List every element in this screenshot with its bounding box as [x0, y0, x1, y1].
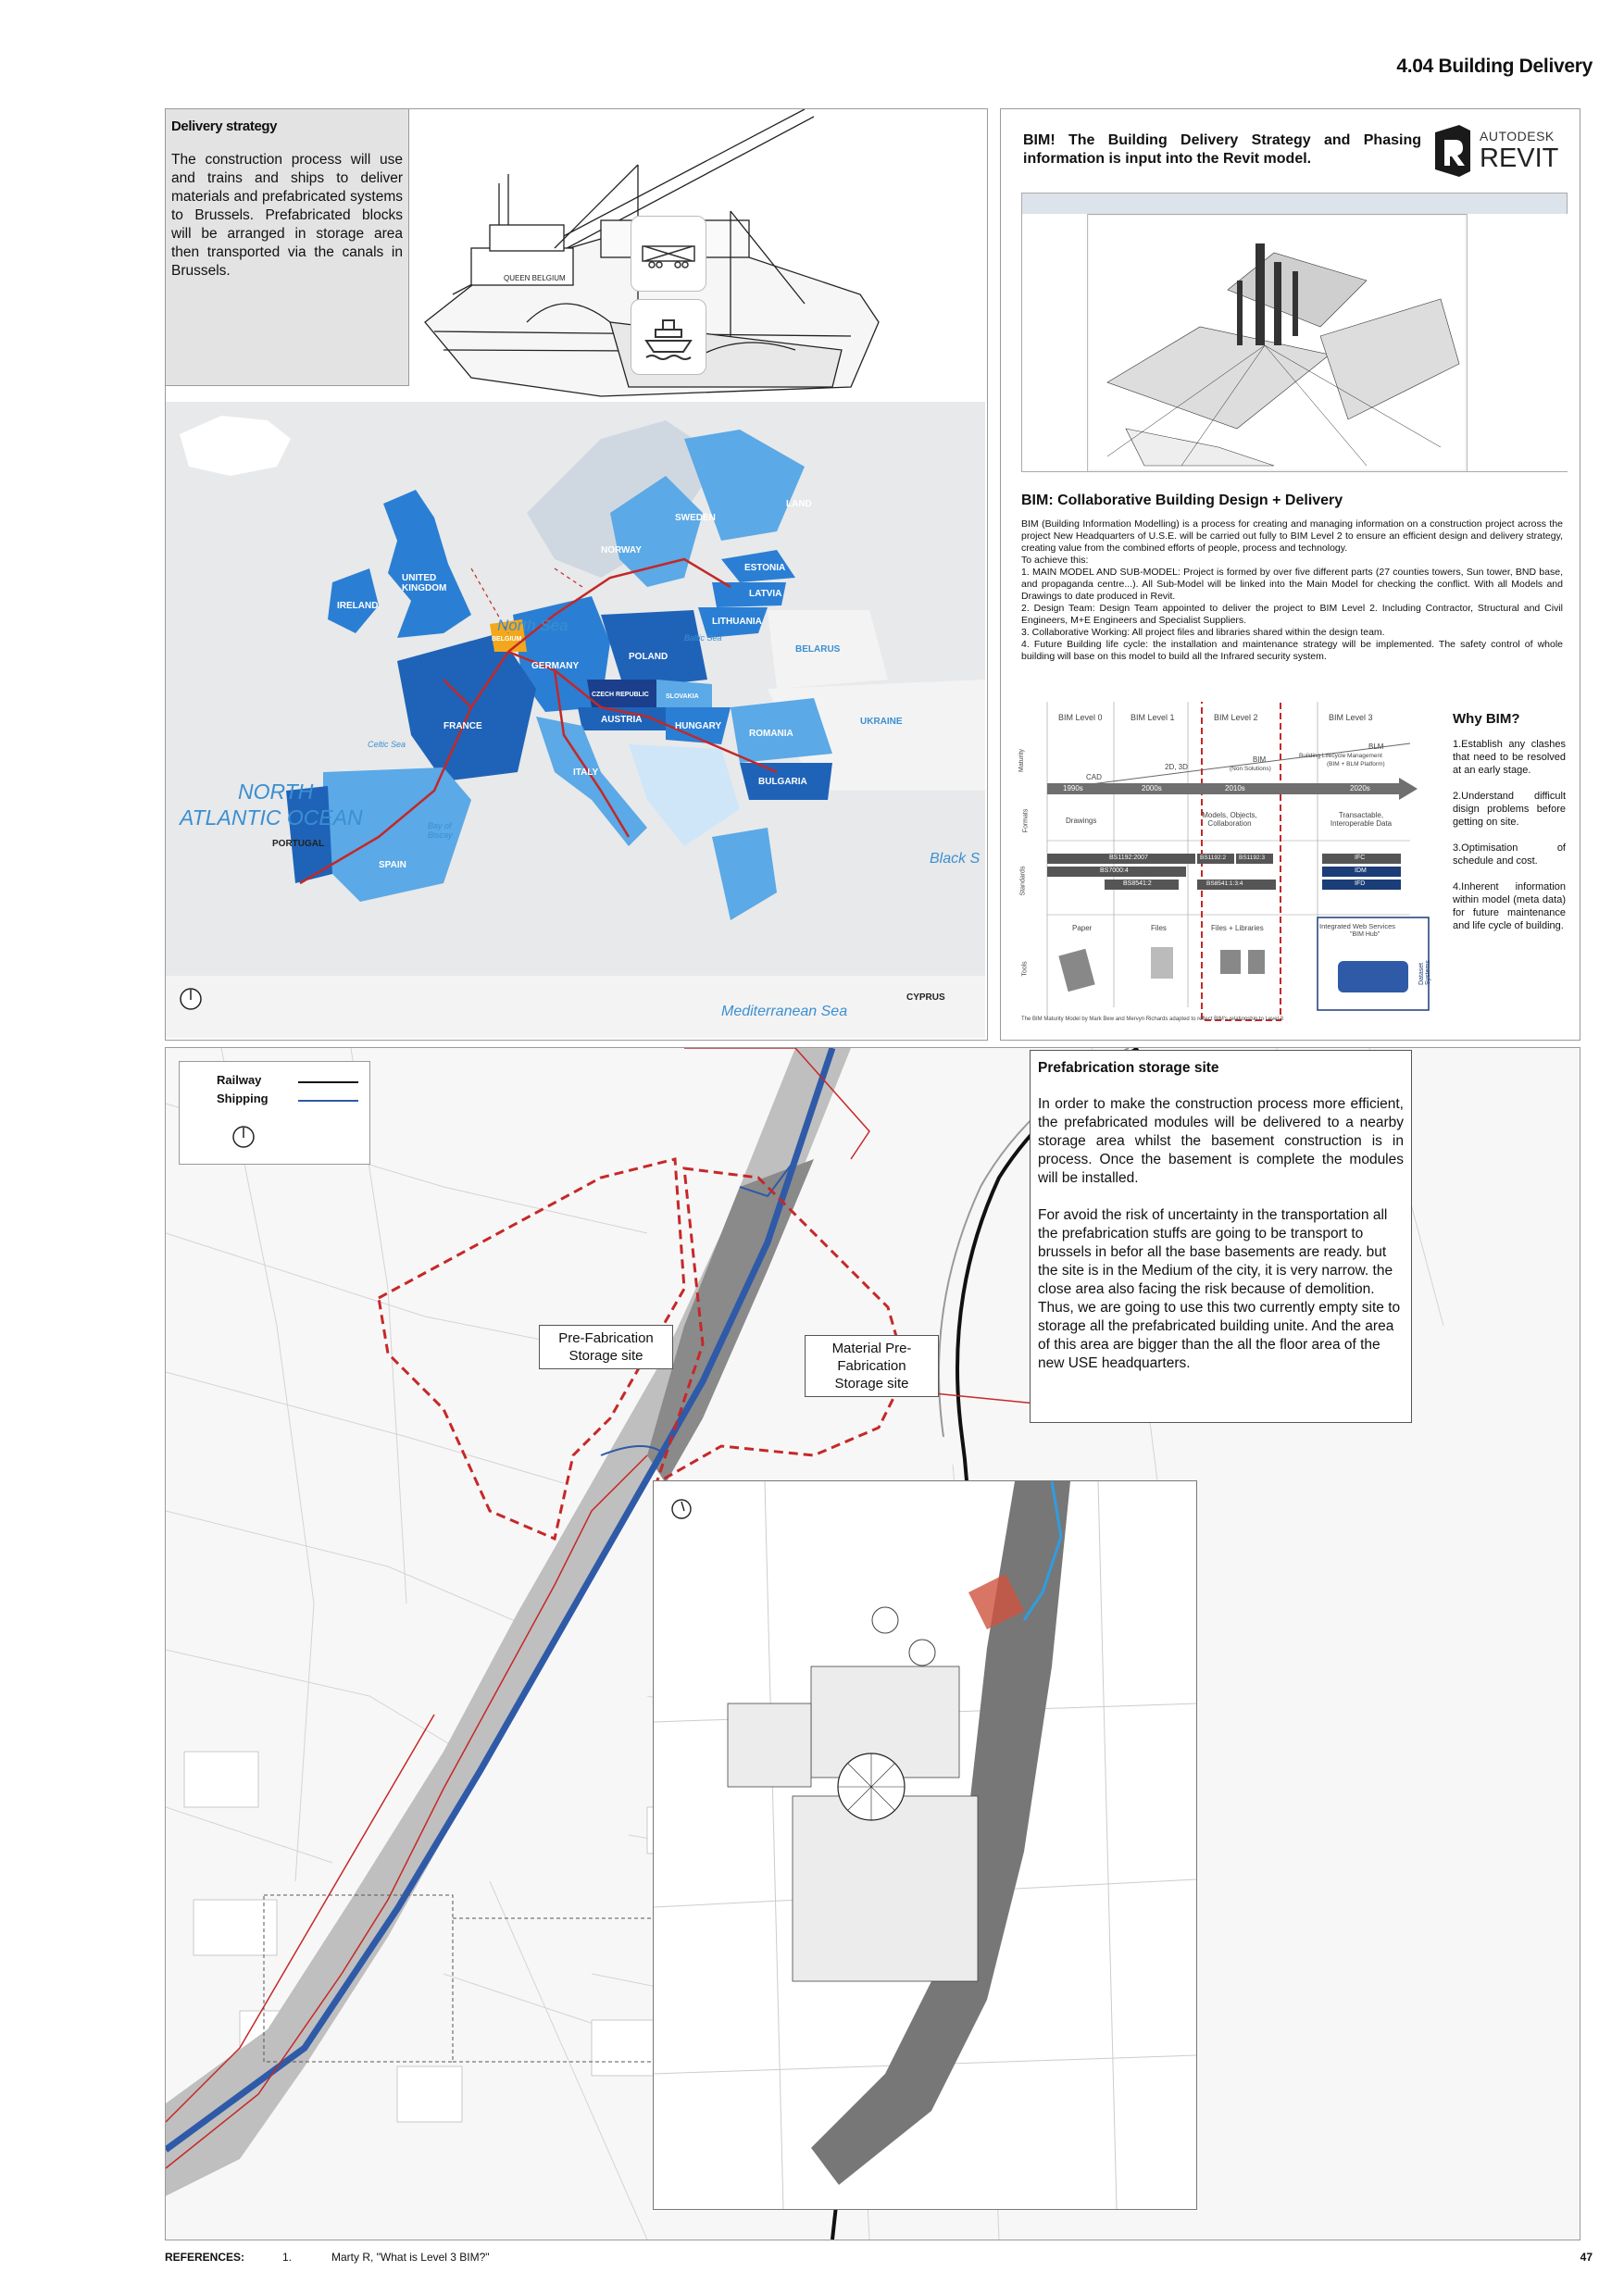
- chart-std-bs1192: BS1192:2007: [1109, 855, 1148, 861]
- site-inset: [653, 1480, 1197, 2210]
- chart-blm-sub-2: (BIM + BLM Platform): [1327, 761, 1385, 767]
- chart-level-2: BIM Level 2: [1214, 713, 1258, 722]
- chart-era-1990s: 1990s: [1063, 784, 1083, 792]
- chart-row-tools: Tools: [1021, 961, 1029, 977]
- why-point-2: 2.Understand difficult disign problems before getting on site.: [1453, 791, 1566, 828]
- bim-paragraph: BIM (Building Information Modelling) is a process for creating and managing information on a construction project across the project New Headquarters of U.S.E. will be carried out fully to BIM Level 2 to ensure an efficient design and delivery strategy, creating value from the combined efforts of people, process and technology.: [1021, 518, 1563, 554]
- chart-row-formats: Formats: [1022, 808, 1030, 833]
- chart-2d3d: 2D, 3D: [1165, 763, 1188, 771]
- map-cyprus: CYPRUS: [906, 992, 945, 1003]
- map-bulgaria: BULGARIA: [758, 777, 807, 787]
- bim-maturity-chart: [1018, 702, 1447, 1030]
- sea-baltic: Baltic Sea: [684, 633, 722, 643]
- references-label: REFERENCES:: [165, 2251, 245, 2264]
- bim-intro: BIM! The Building Delivery Strategy and Phasing information is input into the Revit model.: [1023, 132, 1421, 167]
- ship-icon-tile: [631, 299, 706, 375]
- reference-1-number: 1.: [282, 2251, 293, 2264]
- legend-shipping-label: Shipping: [217, 1092, 269, 1105]
- chart-tool-paper: Paper: [1072, 924, 1093, 932]
- chart-level-0: BIM Level 0: [1058, 713, 1103, 722]
- site-legend: [179, 1061, 370, 1165]
- chart-row-maturity: Maturity: [1018, 749, 1025, 772]
- bim-point-2: 2. Design Team: Design Team appointed to deliver the project to BIM Level 2. Including Contractor, Structural and Civil Engineers, M+E Engineers and Specialist Suppliers.: [1021, 603, 1563, 626]
- map-spain: SPAIN: [379, 860, 406, 870]
- chart-std-bs7000: BS7000:4: [1100, 867, 1129, 874]
- map-czech: CZECH REPUBLIC: [592, 692, 649, 698]
- chart-tool-hub: "BIM Hub": [1350, 931, 1380, 938]
- chart-std-idm: IDM: [1355, 867, 1367, 874]
- why-point-1: 1.Establish any clashes that need to be resolved at an early stage.: [1453, 739, 1566, 776]
- chart-level-3: BIM Level 3: [1329, 713, 1373, 722]
- site-inset-graphic: [654, 1481, 1196, 2209]
- chart-std-bs1192-2: BS1192:2: [1200, 855, 1227, 861]
- svg-text:QUEEN BELGIUM: QUEEN BELGIUM: [504, 274, 566, 282]
- why-point-3: 3.Optimisation of schedule and cost.: [1453, 842, 1566, 867]
- why-bim: [1453, 711, 1566, 932]
- chart-era-2010s: 2010s: [1225, 784, 1245, 792]
- chart-format-models: Models, Objects, Collaboration: [1202, 811, 1257, 828]
- legend-railway-line: [298, 1081, 358, 1083]
- sea-celtic: Celtic Sea: [368, 740, 406, 749]
- chart-tool-libraries: Files + Libraries: [1211, 924, 1264, 932]
- map-austria: AUSTRIA: [601, 715, 643, 725]
- page-title: 4.04 Building Delivery: [1396, 56, 1593, 77]
- bim-chart-graphic: [1021, 702, 1447, 1030]
- revit-project-browser: [1467, 214, 1568, 471]
- north-arrow-icon: [230, 1123, 257, 1151]
- map-lithuania: LITHUANIA: [712, 617, 762, 627]
- revit-properties-palette: [1022, 214, 1088, 471]
- sea-black: Black S: [930, 851, 981, 867]
- chart-format-data: Transactable, Interoperable Data: [1330, 811, 1393, 828]
- chart-era-2020s: 2020s: [1350, 784, 1370, 792]
- chart-blm: BLM: [1368, 742, 1384, 751]
- chart-format-drawings: Drawings: [1066, 817, 1097, 825]
- chart-side-label: Dataset Systems: [1418, 960, 1431, 985]
- train-icon-tile: [631, 216, 706, 292]
- bim-text: [1021, 518, 1563, 663]
- map-france: FRANCE: [443, 721, 482, 731]
- map-slovakia: SLOVAKIA: [666, 693, 699, 700]
- chart-bim: BIM: [1253, 755, 1267, 764]
- map-latvia: LATVIA: [749, 589, 782, 599]
- sea-biscay: Bay of Biscay: [428, 821, 453, 840]
- map-sweden: SWEDEN: [675, 513, 716, 523]
- sea-north: North Sea: [497, 617, 568, 634]
- europe-map: [166, 402, 985, 1038]
- chart-row-standards: Standards: [1019, 866, 1027, 896]
- chart-tool-files: Files: [1151, 924, 1167, 932]
- chart-blm-sub-1: Building Lifecycle Management: [1299, 753, 1382, 759]
- map-ireland: IRELAND: [337, 601, 379, 611]
- reference-1-text: Marty R, "What is Level 3 BIM?": [331, 2251, 490, 2264]
- bim-panel: [1000, 108, 1580, 1041]
- north-arrow-icon: [177, 985, 205, 1013]
- map-romania: ROMANIA: [749, 729, 793, 739]
- map-hungary: HUNGARY: [675, 721, 722, 731]
- revit-screenshot: [1021, 193, 1568, 472]
- why-point-4: 4.Inherent information within model (meta data) for future maintenance and life cycle of building.: [1453, 881, 1566, 931]
- bim-point-4: 4. Future Building life cycle: the installation and maintenance strategy will be implemented. The safety control of whole building will base on this model to build all the Infrared security system.: [1021, 639, 1563, 662]
- revit-logo-icon: [1431, 123, 1474, 179]
- map-ukraine: UKRAINE: [860, 717, 903, 727]
- revit-logo: [1431, 123, 1570, 181]
- sea-north-atlantic-1: NORTH: [238, 780, 314, 804]
- delivery-text-box: [166, 109, 409, 386]
- bim-point-3: 3. Collaborative Working: All project files and libraries shared within the design team.: [1021, 627, 1385, 638]
- ship-icon: [631, 300, 706, 374]
- map-norway: NORWAY: [601, 545, 642, 555]
- map-italy: ITALY: [573, 767, 599, 778]
- revit-logo-bottom: REVIT: [1480, 144, 1559, 173]
- chart-std-bs8541-2: BS8541:2: [1123, 880, 1152, 887]
- chart-std-bs1192-3: BS1192:3: [1239, 855, 1266, 861]
- revit-ribbon: [1022, 193, 1567, 215]
- map-estonia: ESTONIA: [744, 563, 786, 573]
- map-portugal: PORTUGAL: [272, 839, 325, 849]
- page-number: 47: [1580, 2251, 1593, 2264]
- storage-paragraph-1: In order to make the construction process more efficient, the prefabricated modules will be delivered to a nearby storage area whilst the basement construction is in process. Once the basement is complete the modules will be installed.: [1038, 1096, 1404, 1186]
- chart-std-bs8541-134: BS8541:1:3:4: [1206, 880, 1243, 887]
- chart-std-ifc: IFC: [1355, 855, 1366, 861]
- chart-std-ifd: IFD: [1355, 880, 1366, 887]
- chart-cad: CAD: [1086, 773, 1102, 781]
- bim-achieve: To achieve this:: [1021, 555, 1089, 566]
- material-site-label: Material Pre-Fabrication Storage site: [805, 1335, 939, 1397]
- storage-heading: Prefabrication storage site: [1038, 1060, 1219, 1076]
- map-belgium: BELGIUM: [492, 636, 522, 643]
- map-poland: POLAND: [629, 652, 668, 662]
- delivery-heading: Delivery strategy: [171, 119, 278, 134]
- legend-shipping-line: [298, 1100, 358, 1102]
- map-finland: LAND: [786, 499, 812, 509]
- bim-heading: BIM: Collaborative Building Design + Delivery: [1021, 493, 1343, 508]
- storage-info-box: [1030, 1050, 1412, 1423]
- legend-railway-label: Railway: [217, 1073, 262, 1087]
- sea-med: Mediterranean Sea: [721, 1004, 848, 1019]
- chart-caption: The BIM Maturity Model by Mark Bew and Mervyn Richards adapted to reflect BIM's relationship to Level 3: [1021, 1017, 1283, 1022]
- chart-bim-sub: (Non Solutions): [1230, 766, 1271, 772]
- storage-paragraph-2: For avoid the risk of uncertainty in the transportation all the prefabrication stuffs are going to be transport to brussels in befor all the base basements are ready. but the site is in the Medium of the city, it is very narrow. the close area also facing the risk because of demolition. Thus, we are going to use this two currently empty site to storage all the prefabricated building unite. And the area of this area are bigger than the all the floor area of the new USE headquarters.: [1038, 1207, 1401, 1371]
- train-icon: [631, 217, 706, 291]
- chart-level-1: BIM Level 1: [1131, 713, 1175, 722]
- chart-tool-web: Integrated Web Services: [1319, 922, 1395, 930]
- chart-era-2000s: 2000s: [1142, 784, 1162, 792]
- site-map-panel: [165, 1047, 1580, 2240]
- map-iceland: ICELAND: [221, 453, 263, 463]
- bim-point-1: 1. MAIN MODEL AND SUB-MODEL: Project is formed by over five different parts (27 counties towers, Sun tower, BND base, and propaganda centre...). All Sub-Model will be linked into the Main Model for checking the conflict. With all Models and Drawings to date produced in Revit.: [1021, 567, 1563, 602]
- revit-3d-view: [1089, 216, 1465, 469]
- delivery-body: The construction process will use and trains and ships to deliver materials and prefabricated systems to Brussels. Prefabricated blocks will be arranged in storage area then transported via the canals in Brussels.: [171, 152, 403, 279]
- map-belarus: BELARUS: [795, 644, 841, 655]
- sea-north-atlantic-2: ATLANTIC OCEAN: [180, 805, 363, 830]
- why-bim-heading: Why BIM?: [1453, 711, 1520, 727]
- map-uk: UNITED KINGDOM: [402, 573, 447, 593]
- prefab-site-label: Pre-Fabrication Storage site: [539, 1325, 673, 1369]
- map-germany: GERMANY: [531, 661, 580, 671]
- revit-logo-top: AUTODESK: [1480, 129, 1555, 144]
